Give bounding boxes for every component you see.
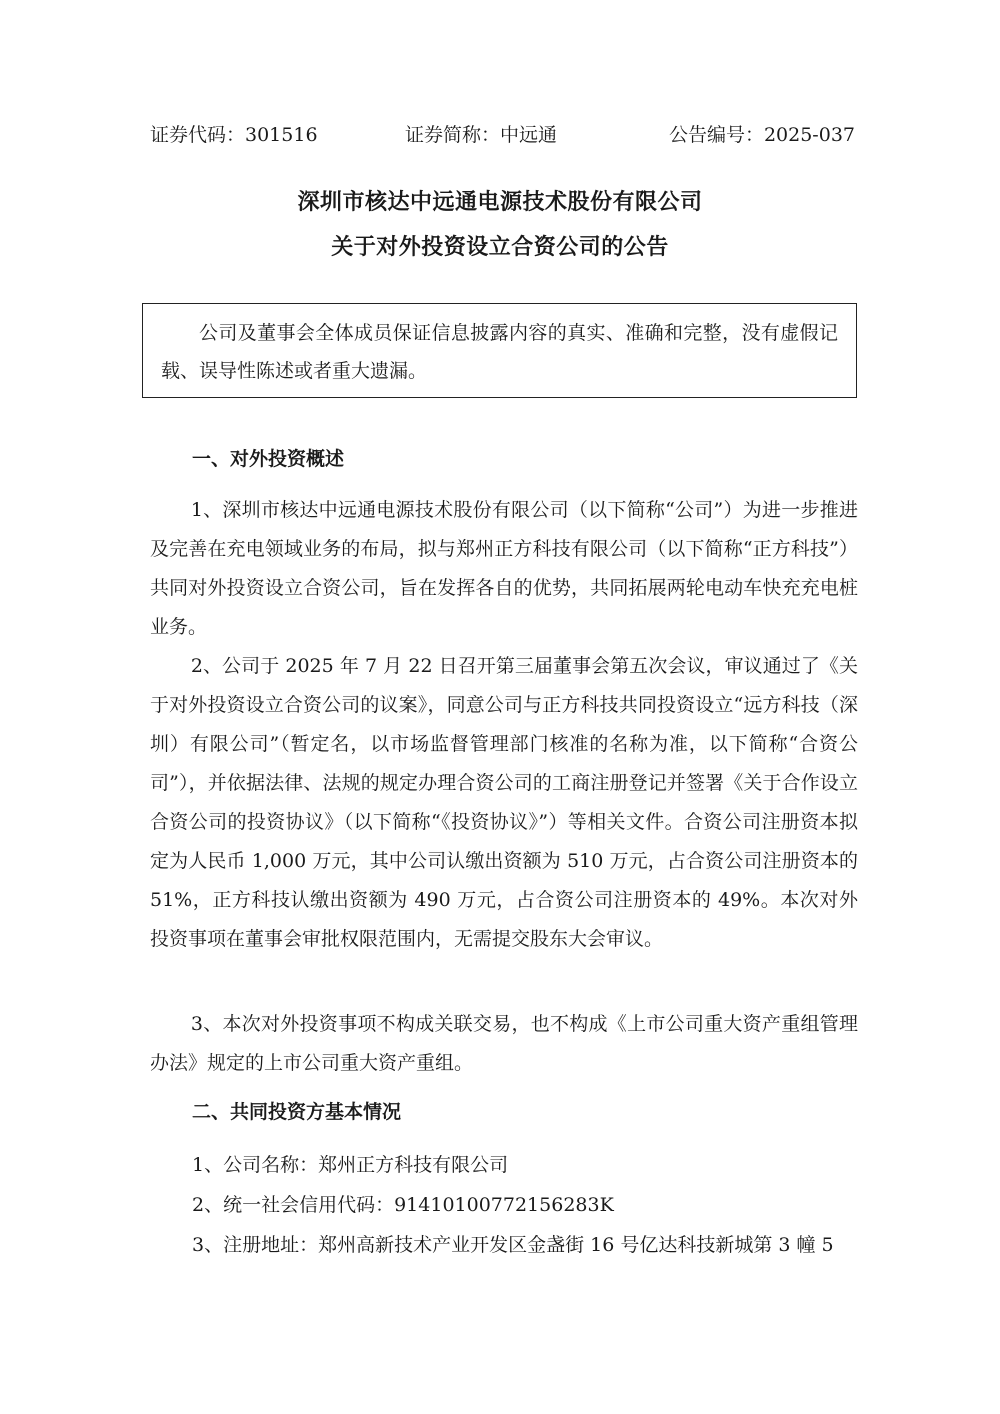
section-heading-overview: 一、对外投资概述 [192, 448, 345, 470]
stock-code: 证券代码：301516 [150, 124, 318, 146]
paragraph-2: 2、公司于 2025 年 7 月 22 日召开第三届董事会第五次会议，审议通过了《关于对外投资设立合资公司的议案》，同意公司与正方科技共同投资设立“远方科技（深圳）有限公司”（暂定名，以市场监督管理部门核准的名称为准，以下简称“合资公司”），并依据法律、法规的规定办理合资公司的工商注册登记并签署《关于合作设立合资公司的投资协议》（以下简称“《投资协议》”）等相关文件。合资公司注册资本拟定为人民币 1,000 万元，其中公司认缴出资额为 510 万元，占合资公司注册资本的 51%，正方科技认缴出资额为 490 万元，占合资公司注册资本的 49%。本次对外投资事项在董事会审批权限范围内，无需提交股东大会审议。 [150, 655, 858, 950]
info-registered-address: 3、注册地址：郑州高新技术产业开发区金盏街 16 号亿达科技新城第 3 幢 5 [192, 1234, 834, 1256]
paragraph-3: 3、本次对外投资事项不构成关联交易，也不构成《上市公司重大资产重组管理办法》规定的上市公司重大资产重组。 [150, 1013, 858, 1074]
notice-number: 公告编号：2025-037 [668, 124, 855, 146]
disclosure-statement-box [142, 303, 857, 398]
info-company-name: 1、公司名称：郑州正方科技有限公司 [192, 1154, 509, 1176]
section-heading-co-investor: 二、共同投资方基本情况 [192, 1101, 402, 1123]
disclosure-statement-text: 公司及董事会全体成员保证信息披露内容的真实、准确和完整，没有虚假记载、误导性陈述或者重大遗漏。 [161, 322, 838, 382]
paragraph-1: 1、深圳市核达中远通电源技术股份有限公司（以下简称“公司”）为进一步推进及完善在充电领域业务的布局，拟与郑州正方科技有限公司（以下简称“正方科技”）共同对外投资设立合资公司，旨在发挥各自的优势，共同拓展两轮电动车快充充电桩业务。 [150, 499, 858, 638]
info-credit-code: 2、统一社会信用代码：91410100772156283K [192, 1194, 614, 1216]
announcement-title: 关于对外投资设立合资公司的公告 [331, 234, 669, 260]
stock-short-name: 证券简称：中远通 [405, 124, 558, 146]
document-header [150, 120, 855, 150]
company-title: 深圳市核达中远通电源技术股份有限公司 [297, 189, 703, 215]
